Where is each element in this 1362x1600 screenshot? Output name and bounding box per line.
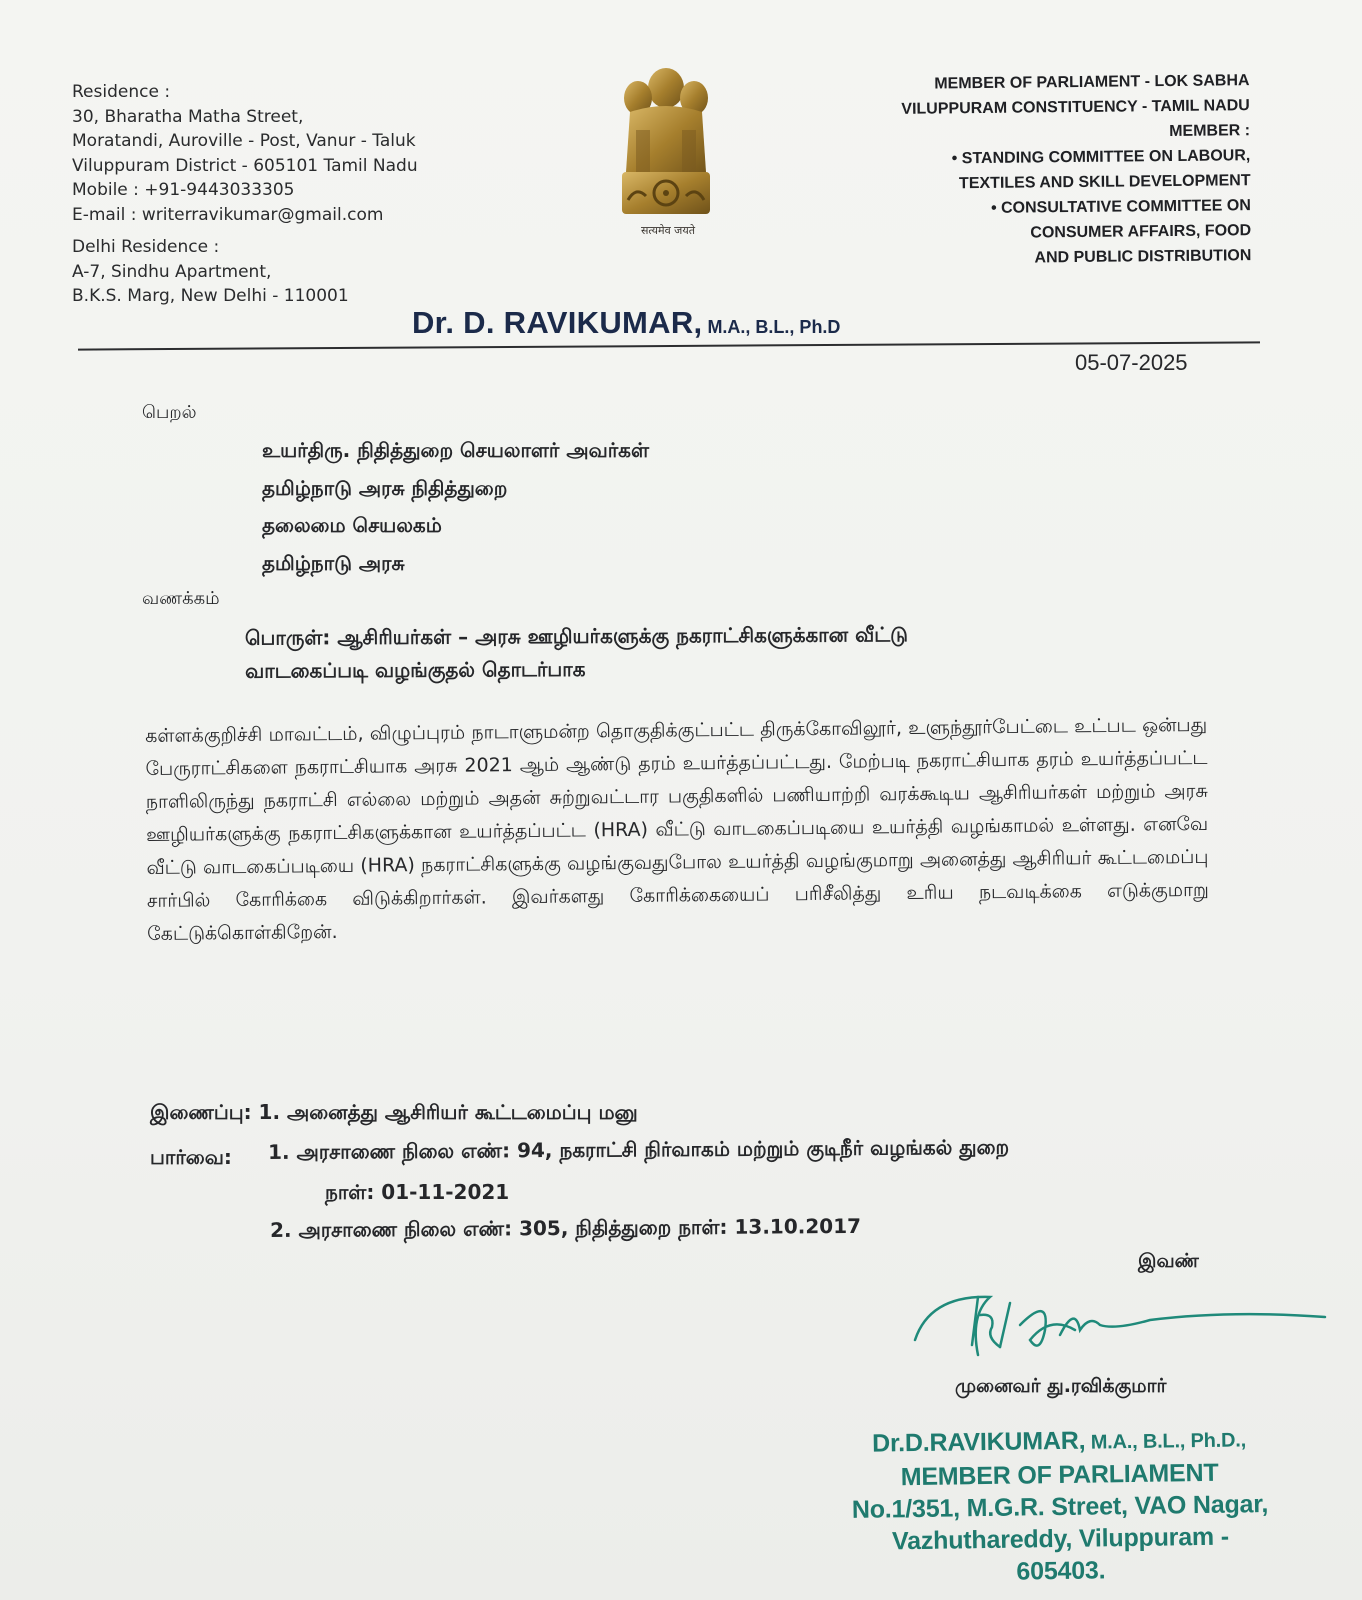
- delhi-residence-line: B.K.S. Marg, New Delhi - 110001: [72, 286, 349, 306]
- letter-date: 05-07-2025: [1075, 350, 1188, 375]
- official-stamp: [849, 1422, 1271, 1590]
- member-line: CONSUMER AFFAIRS, FOOD: [1029, 222, 1251, 242]
- reference-item-date: நாள்: 01-11-2021: [325, 1180, 510, 1204]
- mobile-line: Mobile : +91-9443033305: [72, 180, 295, 200]
- stamp-line: No.1/351, M.G.R. Street, VAO Nagar,: [851, 1490, 1269, 1524]
- body-paragraph: கள்ளக்குறிச்சி மாவட்டம், விழுப்புரம் நாடாளுமன்ற தொகுதிக்குட்பட்ட திருக்கோவிலூர், உளுந்தூர்பேட்டை உட்பட ஒன்பது பேருராட்சிகளை நகராட்சியாக அரசு 2021 ஆம் ஆண்டு தரம் உயர்த்தப்பட்டது. மேற்படி நகராட்சியாக தரம் உயர்த்தப்பட்ட நாளிலிருந்து நகராட்சி எல்லை மற்றும் அதன் சுற்றுவட்டார பகுதிகளில் பணியாற்றி வரக்கூடிய ஆசிரியர்கள் மற்றும் அரசு ஊழியர்களுக்கு நகராட்சிகளுக்கான உயர்த்தப்பட்ட (HRA) வீட்டு வாடகைப்படியை உயர்த்தி வழங்காமல் உள்ளது. எனவே வீட்டு வாடகைப்படியை (HRA) நகராட்சிகளுக்கு வழங்குவதுபோல உயர்த்தி வழங்குமாறு அனைத்து ஆசிரியர் கூட்டமைப்பு சார்பில் கோரிக்கை விடுக்கிறார்கள். இவர்களது கோரிக்கையைப் பரிசீலித்து உரிய நடவடிக்கை எடுக்குமாறு கேட்டுக்கொள்கிறேன்.: [145, 713, 1209, 945]
- member-line: TEXTILES AND SKILL DEVELOPMENT: [958, 172, 1251, 193]
- member-line: AND PUBLIC DISTRIBUTION: [1033, 247, 1251, 267]
- reference-item: 1. அரசாணை நிலை எண்: 94, நகராட்சி நிர்வாகம் மற்றும் குடிநீர் வழங்கல் துறை: [268, 1134, 1010, 1164]
- stamp-degrees: M.A., B.L., Ph.D.,: [1085, 1429, 1247, 1454]
- residence-line: Moratandi, Auroville - Post, Vanur - Taluk: [72, 131, 416, 151]
- recipient-block: [262, 432, 649, 582]
- recipient-line: தலைமை செயலகம்: [262, 513, 442, 537]
- national-emblem-icon: [610, 60, 722, 240]
- letterhead-name-text: Dr. D. RAVIKUMAR,: [412, 305, 703, 340]
- signature-icon: [900, 1285, 1330, 1380]
- recipient-line: தமிழ்நாடு அரசு: [262, 550, 405, 575]
- member-line: MEMBER OF PARLIAMENT - LOK SABHA: [933, 72, 1250, 93]
- closing-word: இவண்: [1138, 1250, 1199, 1272]
- subject-line: வாடகைப்படி வழங்குதல் தொடர்பாக: [245, 656, 586, 683]
- member-line: • STANDING COMMITTEE ON LABOUR,: [951, 147, 1250, 168]
- member-line: MEMBER :: [1168, 122, 1250, 141]
- letterhead-degrees: M.A., B.L., Ph.D: [702, 317, 841, 337]
- member-line: VILUPPURAM CONSTITUENCY - TAMIL NADU: [900, 97, 1250, 118]
- reference-label: பார்வை:: [150, 1145, 232, 1169]
- enclosure-line: இணைப்பு: 1. அனைத்து ஆசிரியர் கூட்டமைப்பு மனு: [150, 1100, 638, 1124]
- delhi-residence-label: Delhi Residence :: [72, 237, 220, 257]
- stamp-name: Dr.D.RAVIKUMAR,: [871, 1426, 1086, 1458]
- subject-block: [245, 618, 908, 687]
- residence-address-block: [72, 80, 418, 309]
- recipient-line: உயர்திரு. நிதித்துறை செயலாளர் அவர்கள்: [262, 438, 650, 462]
- recipient-line: தமிழ்நாடு அரசு நிதித்துறை: [262, 475, 508, 500]
- reference-item: 2. அரசாணை நிலை எண்: 305, நிதித்துறை நாள்: 13.10.2017: [270, 1213, 862, 1242]
- residence-line: Viluppuram District - 605101 Tamil Nadu: [72, 155, 418, 176]
- recipient-label: பெறல்: [142, 402, 197, 423]
- delhi-residence-line: A-7, Sindhu Apartment,: [72, 261, 272, 282]
- stamp-line: Vazhuthareddy, Viluppuram - 605403.: [891, 1522, 1230, 1586]
- letterhead-name: [412, 305, 840, 341]
- member-line: • CONSULTATIVE COMMITTEE ON: [990, 197, 1251, 217]
- signer-name: முனைவர் து.ரவிக்குமார்: [955, 1375, 1167, 1397]
- greeting: வணக்கம்: [142, 588, 220, 609]
- subject-line: பொருள்: ஆசிரியர்கள் – அரசு ஊழியர்களுக்கு நகராட்சிகளுக்கான வீட்டு: [244, 622, 909, 650]
- member-details-block: [901, 68, 1252, 272]
- email-line: E-mail : writerravikumar@gmail.com: [72, 204, 384, 225]
- residence-label: Residence :: [72, 82, 171, 102]
- residence-line: 30, Bharatha Matha Street,: [72, 106, 304, 127]
- stamp-line: MEMBER OF PARLIAMENT: [900, 1458, 1219, 1492]
- emblem-motto: सत्यमेव जयते: [640, 224, 695, 237]
